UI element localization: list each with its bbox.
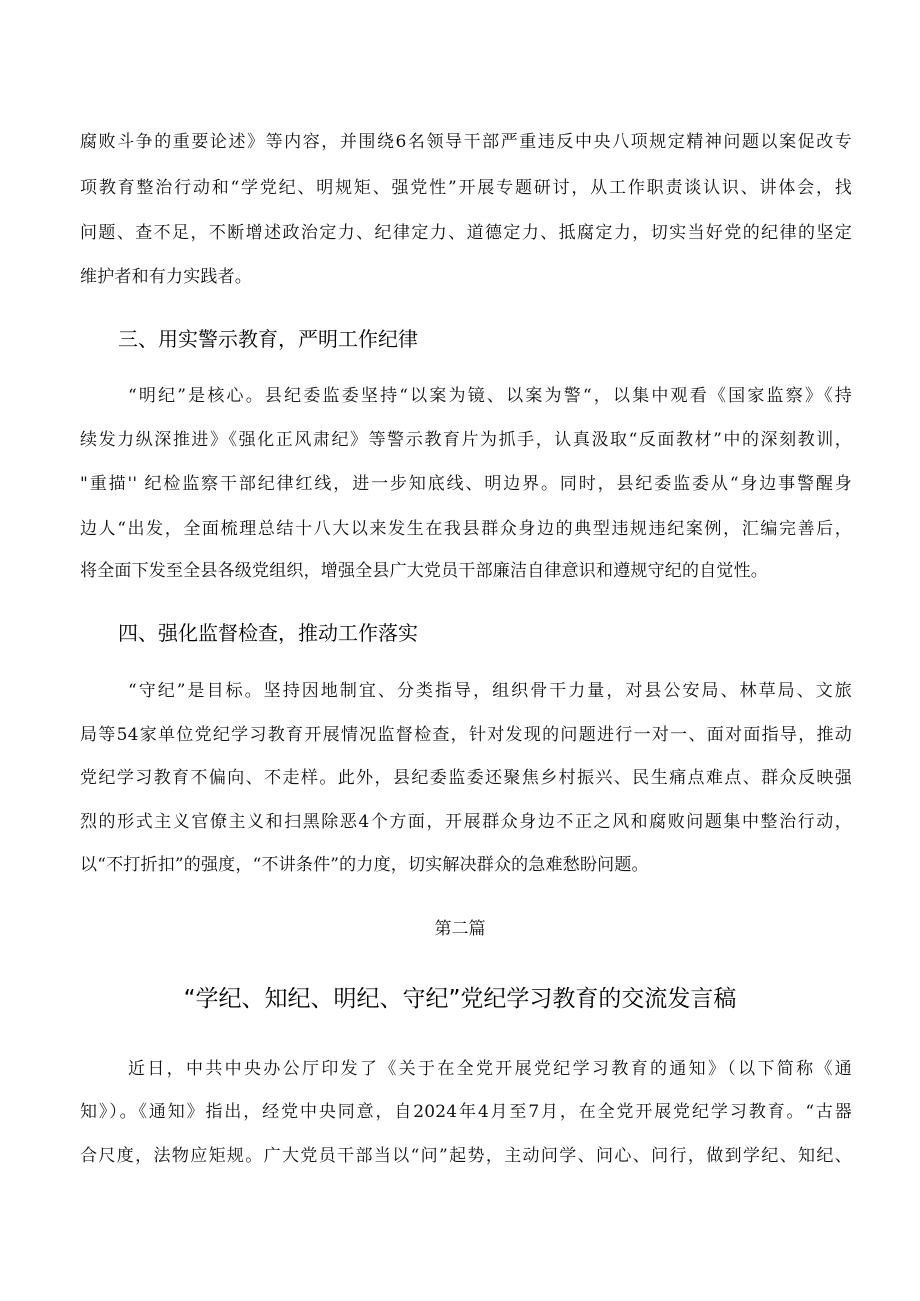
section-3-line-2: 续发力纵深推进》《强化正风肃纪》等警示教育片为抓手，认真汲取“反面教材”中的深刻教训， [80, 430, 852, 450]
part-two-line-3: 合尺度，法物应矩规。广大党员干部当以“问”起势，主动问学、问心、问行，做到学纪、知纪、 [80, 1146, 852, 1166]
section-4-line-3: 党纪学习教育不偏向、不走样。此外，县纪委监委还聚焦乡村振兴、民生痛点难点、群众反映强 [80, 768, 852, 788]
part-two-label: 第二篇 [434, 919, 486, 939]
section-4-line-1: “守纪”是目标。坚持因地制宜、分类指导，组织骨干力量，对县公安局、林草局、文旅 [128, 681, 852, 701]
section-3-line-5: 将全面下发至全县各级党组织，增强全县广大党员干部廉洁自律意识和遵规守纪的自觉性。 [80, 561, 768, 581]
paragraph-1-line-4: 维护者和有力实践者。 [80, 267, 252, 287]
section-3-heading: 三、用实警示教育，严明工作纪律 [118, 327, 418, 351]
section-4-line-4: 烈的形式主义官僚主义和扫黑除恶4个方面，开展群众身边不正之风和腐败问题集中整治行动， [80, 812, 852, 832]
paragraph-1-line-2: 项教育整治行动和“学党纪、明规矩、强党性”开展专题研讨，从工作职责谈认识、讲体会，找 [80, 178, 852, 198]
section-3-line-4: 边人“出发，全面梳理总结十八大以来发生在我县群众身边的典型违规违纪案例，汇编完善后， [80, 519, 852, 539]
paragraph-1-line-1: 腐败斗争的重要论述》等内容，并围绕6名领导干部严重违反中央八项规定精神问题以案促改专 [80, 132, 852, 152]
section-4-heading: 四、强化监督检查，推动工作落实 [118, 621, 418, 645]
part-two-line-1: 近日，中共中央办公厅印发了《关于在全党开展党纪学习教育的通知》（以下简称《通 [128, 1059, 852, 1079]
part-two-title: “学纪、知纪、明纪、守纪”党纪学习教育的交流发言稿 [183, 986, 737, 1012]
part-two-line-2: 知》）。《通知》指出，经党中央同意，自2024年4月至7月，在全党开展党纪学习教育。“古器 [80, 1102, 852, 1122]
paragraph-1-line-3: 问题、查不足，不断增述政治定力、纪律定力、道德定力、抵腐定力，切实当好党的纪律的坚定 [80, 223, 852, 243]
section-3-line-1: “明纪”是核心。县纪委监委坚持“以案为镜、以案为警“，以集中观看《国家监察》《持 [128, 386, 852, 406]
section-3-line-3: "重描'' 纪检监察干部纪律红线，进一步知底线、明边界。同时，县纪委监委从“身边事警醒身 [80, 474, 852, 494]
section-4-line-5: 以“不打折扣”的强度，“不讲条件”的力度，切实解决群众的急难愁盼问题。 [80, 855, 649, 875]
section-4-line-2: 局等54家单位党纪学习教育开展情况监督检查，针对发现的问题进行一对一、面对面指导，推动 [80, 725, 852, 745]
